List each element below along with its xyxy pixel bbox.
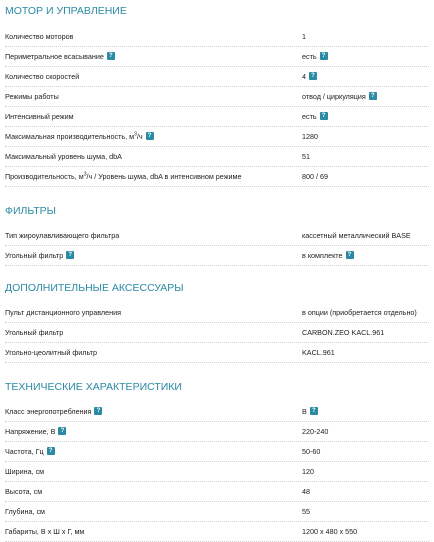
spec-row [5, 47, 429, 67]
spec-label [5, 502, 45, 521]
spec-rows [0, 226, 434, 266]
spec-row [5, 402, 429, 422]
section-title: ФИЛЬТРЫ [5, 205, 56, 217]
help-icon[interactable]: ? [346, 251, 354, 259]
section-filters [0, 205, 434, 266]
spec-row [5, 323, 429, 343]
spec-value [302, 67, 317, 86]
spec-label-text: Угольно-цеолитный фильтр [5, 348, 97, 357]
spec-label-text: Количество скоростей [5, 72, 80, 81]
help-icon[interactable]: ? [58, 427, 66, 435]
spec-label-text: Пульт дистанционного управления [5, 308, 121, 317]
spec-value-text: в опции (приобретается отдельно) [302, 308, 417, 317]
spec-label-text: Класс энергопотребления [5, 407, 92, 416]
spec-value-text: KACL.961 [302, 348, 335, 357]
spec-value-text: 220-240 [302, 427, 329, 436]
spec-label-text: Угольный фильтр [5, 251, 64, 260]
section-accessories [0, 282, 434, 363]
spec-value [302, 127, 318, 146]
spec-value-text: есть [302, 52, 317, 61]
spec-row [5, 127, 429, 147]
help-icon[interactable]: ? [309, 72, 317, 80]
spec-rows [0, 27, 434, 187]
spec-value-text: 1280 [302, 132, 318, 141]
spec-value-text: 51 [302, 152, 310, 161]
spec-value [302, 226, 411, 245]
spec-value-text: кассетный металлический BASE [302, 231, 411, 240]
spec-value [302, 482, 310, 501]
spec-row [5, 226, 429, 246]
help-icon[interactable]: ? [66, 251, 74, 259]
spec-label [5, 226, 119, 245]
spec-value [302, 343, 335, 362]
spec-label [5, 87, 59, 106]
spec-label [5, 246, 74, 265]
spec-label [5, 482, 42, 501]
spec-value-text: B [302, 407, 307, 416]
spec-value [302, 402, 318, 421]
spec-value [302, 422, 328, 441]
section-motor [0, 5, 434, 187]
spec-label [5, 402, 102, 421]
section-technical [0, 381, 434, 542]
spec-row [5, 303, 429, 323]
section-title: ТЕХНИЧЕСКИЕ ХАРАКТЕРИСТИКИ [5, 381, 182, 393]
spec-label [5, 67, 79, 86]
spec-label [5, 27, 73, 46]
spec-label [5, 147, 122, 166]
spec-label [5, 107, 74, 126]
spec-label-text: Режимы работы [5, 92, 59, 101]
spec-label [5, 303, 121, 322]
spec-row [5, 67, 429, 87]
spec-value-text: 50-60 [302, 447, 321, 456]
spec-value-text: отвод / циркуляция [302, 92, 366, 101]
spec-label-text: Тип жироулавливающего фильтра [5, 231, 120, 240]
spec-label [5, 442, 55, 461]
spec-label-text: Максимальная производительность, $м^3/ч$ [5, 131, 143, 141]
spec-value [302, 522, 357, 541]
spec-label-text: Напряжение, В [5, 427, 56, 436]
spec-label-text: Ширина, см [5, 467, 45, 476]
spec-value-text: CARBON.ZEO KACL.961 [302, 328, 385, 337]
help-icon[interactable]: ? [146, 132, 154, 140]
help-icon[interactable]: ? [94, 407, 102, 415]
spec-row [5, 482, 429, 502]
spec-label [5, 422, 66, 441]
spec-value-text: 4 [302, 72, 306, 81]
spec-row [5, 147, 429, 167]
section-title: МОТОР И УПРАВЛЕНИЕ [5, 5, 127, 17]
spec-value [302, 167, 328, 186]
spec-row [5, 462, 429, 482]
spec-value [302, 27, 306, 46]
spec-row [5, 27, 429, 47]
spec-row [5, 502, 429, 522]
spec-label-text: Количество моторов [5, 32, 74, 41]
spec-value-text: 55 [302, 507, 310, 516]
spec-label-text: Периметральное всасывание [5, 52, 104, 61]
spec-value-text: в комплекте [302, 251, 343, 260]
help-icon[interactable]: ? [47, 447, 55, 455]
help-icon[interactable]: ? [310, 407, 318, 415]
spec-row [5, 522, 429, 542]
spec-value [302, 107, 328, 126]
spec-label-text: Частота, Гц [5, 447, 44, 456]
spec-value-text: 1 [302, 32, 306, 41]
spec-value-text: 120 [302, 467, 314, 476]
spec-label-text: Максимальный уровень шума, dbA [5, 152, 122, 161]
spec-label [5, 47, 115, 66]
spec-value [302, 147, 310, 166]
spec-rows [0, 303, 434, 363]
help-icon[interactable]: ? [369, 92, 377, 100]
spec-rows [0, 402, 434, 542]
spec-row [5, 422, 429, 442]
spec-label-text: Производительность, $м^3/ч$ / Уровень шума, dbA в интенсивном режиме [5, 171, 242, 181]
spec-label-text: Габариты, В х Ш х Г, мм [5, 527, 85, 536]
spec-value [302, 462, 314, 481]
help-icon[interactable]: ? [320, 52, 328, 60]
spec-label-text: Угольный фильтр [5, 328, 64, 337]
spec-value-text: 800 / 69 [302, 172, 328, 181]
spec-label [5, 462, 44, 481]
spec-row [5, 343, 429, 363]
spec-label-text: Глубина, см [5, 507, 45, 516]
spec-label [5, 343, 97, 362]
spec-row [5, 246, 429, 266]
help-icon[interactable]: ? [107, 52, 115, 60]
spec-label-text: Интенсивный режим [5, 112, 74, 121]
spec-value [302, 323, 384, 342]
section-title: ДОПОЛНИТЕЛЬНЫЕ АКСЕССУАРЫ [5, 282, 184, 294]
spec-value [302, 87, 377, 106]
spec-label [5, 522, 84, 541]
spec-value [302, 246, 354, 265]
spec-value [302, 47, 328, 66]
spec-value [302, 303, 417, 322]
spec-row [5, 442, 429, 462]
spec-value-text: есть [302, 112, 317, 121]
spec-label-text: Высота, см [5, 487, 43, 496]
spec-row [5, 107, 429, 127]
spec-value [302, 442, 320, 461]
help-icon[interactable]: ? [320, 112, 328, 120]
spec-value [302, 502, 310, 521]
spec-value-text: 1200 x 480 x 550 [302, 527, 358, 536]
spec-label [5, 323, 63, 342]
spec-row [5, 87, 429, 107]
spec-label [5, 127, 154, 146]
spec-label [5, 167, 241, 186]
spec-value-text: 48 [302, 487, 310, 496]
spec-row [5, 167, 429, 187]
